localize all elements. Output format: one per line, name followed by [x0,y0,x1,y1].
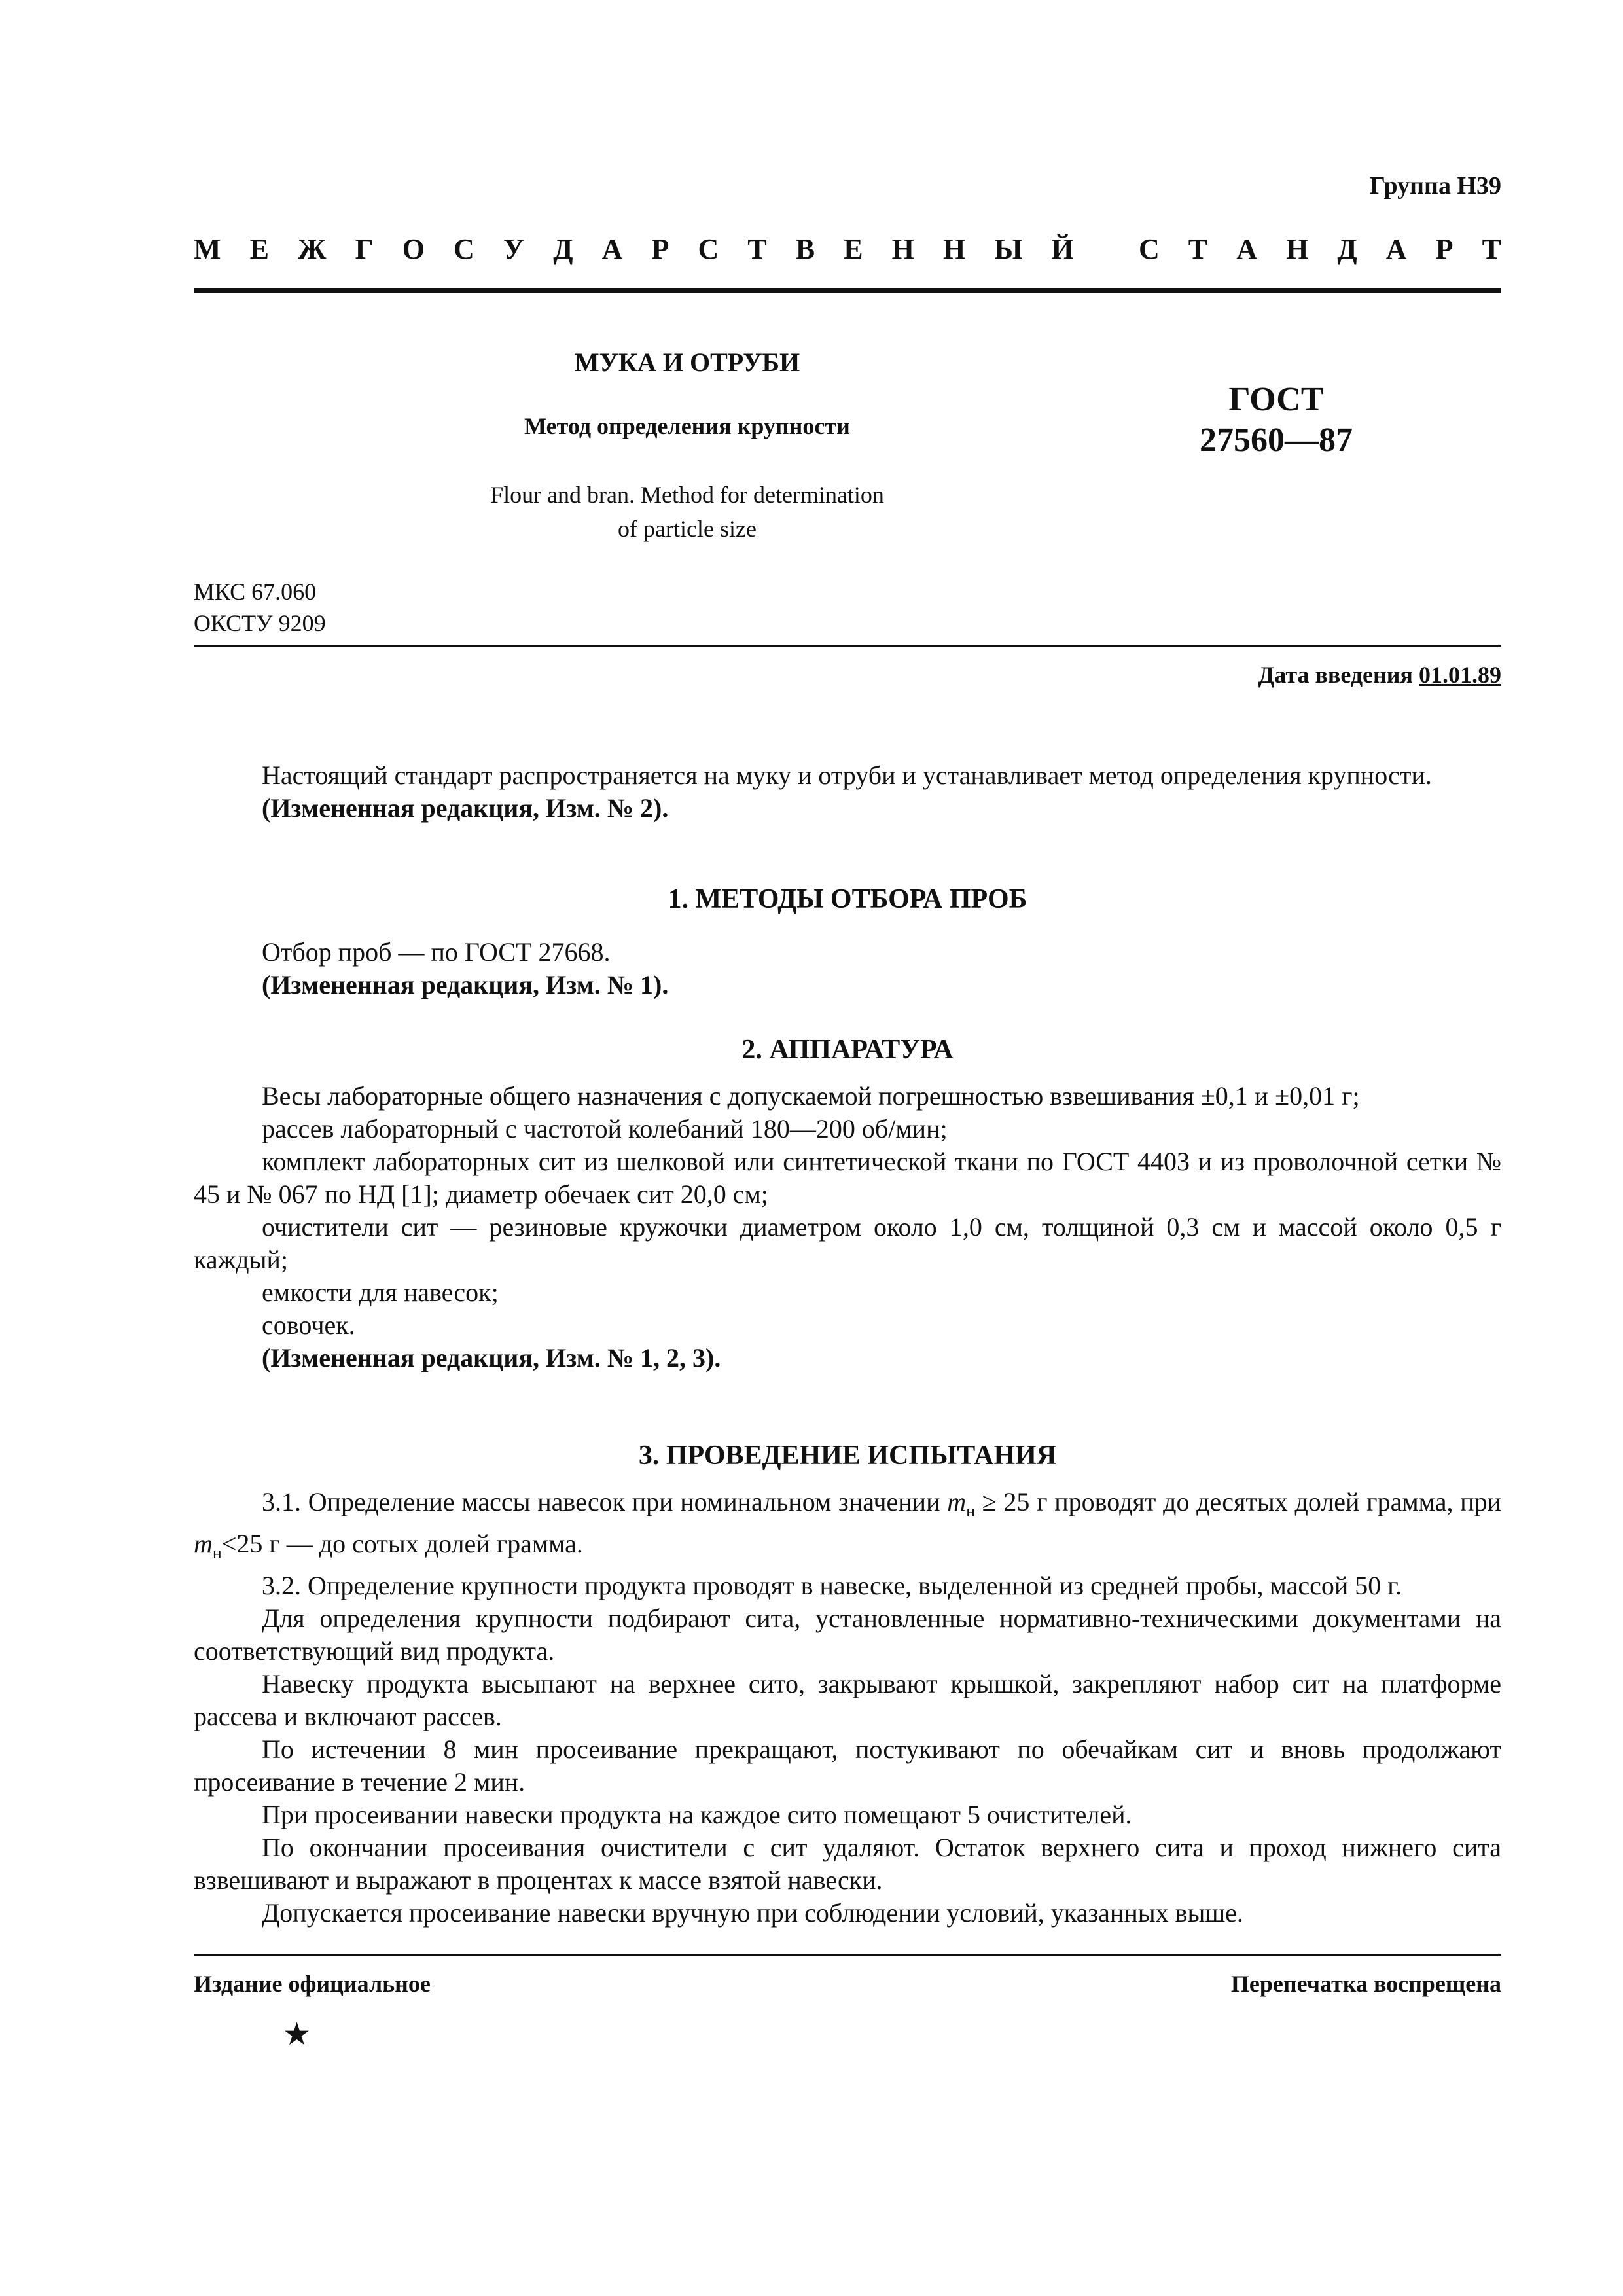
section-2-heading: 2. АППАРАТУРА [741,1035,954,1065]
interstate-letter: Ы [994,233,1023,265]
section-1-heading: 1. МЕТОДЫ ОТБОРА ПРОБ [668,884,1027,914]
interstate-letter: А [1236,233,1258,265]
interstate-letter: А [1385,233,1407,265]
english-title-line2: of particle size [618,516,757,542]
group-label: Группа Н39 [1369,172,1501,200]
document-title: МУКА И ОТРУБИ [574,348,800,377]
section-3-body [194,1486,1501,1929]
section-1-paragraph: Отбор проб — по ГОСТ 27668. [262,937,611,967]
gost-label: ГОСТ [1228,381,1324,418]
section-2-paragraph-4: очистители сит — резиновые кружочки диаметром около 1,0 см, толщиной 0,3 см и массой около 0,5 г каждый; [194,1212,1501,1274]
section-3-paragraph-7: По окончании просеивания очистители с сит удаляют. Остаток верхнего сита и проход нижнего сита взвешивают и выражают в процентах к массе взятой навески. [194,1833,1501,1895]
english-title [393,478,982,546]
section-3-paragraph-1: 3.1. Определение массы навесок при номинальном значении $m_н \ge 25$ г проводят до десятых долей грамма, при $m_н<25$ г — до сотых долей грамма. [194,1487,1501,1562]
interstate-letter: О [402,233,425,265]
star-icon: ★ [283,2017,312,2052]
section-2-amendment: (Измененная редакция, Изм. № 1, 2, 3). [262,1343,721,1372]
section-2-body [194,1080,1501,1374]
document-subtitle: Метод определения крупности [524,413,850,439]
section-3-heading: 3. ПРОВЕДЕНИЕ ИСПЫТАНИЯ [638,1441,1057,1471]
okstu-code: ОКСТУ 9209 [194,610,326,636]
introduction-date-label: Дата введения [1258,662,1419,688]
gost-code: 27560—87 [1200,422,1353,459]
interstate-letter: Е [844,233,863,265]
introduction-date [1258,661,1502,689]
interstate-letter: Д [553,233,573,265]
interstate-letter: А [601,233,623,265]
intro-block [194,759,1501,825]
interstate-letter: Н [1286,233,1309,265]
section-3-paragraph-2: 3.2. Определение крупности продукта проводят в навеске, выделенной из средней пробы, массой 50 г. [262,1571,1402,1600]
interstate-letter: Р [1435,233,1454,265]
interstate-standard-heading [194,232,1501,266]
section-2-paragraph-1: Весы лабораторные общего назначения с допускаемой погрешностью взвешивания ±0,1 и ±0,01 г; [262,1081,1360,1111]
interstate-letter: С [454,233,474,265]
interstate-letter: Т [1482,233,1501,265]
interstate-letter: Ж [298,233,327,265]
section-2-paragraph-3: комплект лабораторных сит из шелковой или синтетической ткани по ГОСТ 4403 и из проволочной сетки № 45 и № 067 по НД [1]; диаметр обечаек сит 20,0 см; [194,1147,1501,1209]
mks-code: МКС 67.060 [194,579,317,605]
interstate-letter: У [503,233,525,265]
codes-rule [194,645,1501,647]
interstate-letter [1103,232,1110,266]
section-3-paragraph-6: При просеивании навески продукта на каждое сито помещают 5 очистителей. [262,1800,1132,1829]
section-3-paragraph-4: Навеску продукта высыпают на верхнее сито, закрывают крышкой, закрепляют набор сит на платформе рассева и включают рассев. [194,1669,1501,1731]
section-1-body [194,936,1501,1001]
interstate-letter: Й [1051,233,1074,265]
interstate-letter: В [795,233,815,265]
interstate-letter: Г [355,233,374,265]
interstate-letter: С [698,233,719,265]
interstate-letter: Е [249,233,269,265]
footer-rule [194,1954,1501,1956]
interstate-letter: Р [651,233,669,265]
introduction-date-value: 01.01.89 [1419,662,1501,688]
section-3-paragraph-8: Допускается просеивание навески вручную при соблюдении условий, указанных выше. [262,1898,1243,1928]
interstate-letter: Т [747,233,767,265]
intro-paragraph: Настоящий стандарт распространяется на муку и отруби и устанавливает метод определения крупности. [262,761,1432,790]
english-title-line1: Flour and bran. Method for determination [490,482,884,508]
section-3-paragraph-3: Для определения крупности подбирают сита, установленные нормативно-техническими документами на соответствующий вид продукта. [194,1604,1501,1666]
interstate-letter: Т [1188,233,1208,265]
interstate-letter: Д [1337,233,1357,265]
header-rule [194,288,1501,293]
interstate-letter: С [1138,233,1160,265]
section-2-paragraph-5: емкости для навесок; [262,1278,499,1307]
classification-codes [194,576,326,639]
section-2-paragraph-2: рассев лабораторный с частотой колебаний 180—200 об/мин; [262,1114,948,1143]
interstate-letter: Н [942,233,966,265]
interstate-letter: М [194,233,221,265]
section-2-paragraph-6: совочек. [262,1310,355,1340]
reprint-prohibited-label: Перепечатка воспрещена [1230,1971,1501,1997]
gost-number [1152,380,1400,461]
intro-amendment: (Измененная редакция, Изм. № 2). [262,793,669,823]
official-edition-label: Издание официальное [194,1971,431,1997]
section-1-amendment: (Измененная редакция, Изм. № 1). [262,970,669,999]
section-3-paragraph-5: По истечении 8 мин просеивание прекращают, постукивают по обечайкам сит и вновь продолжают просеивание в течение 2 мин. [194,1734,1501,1797]
interstate-letter: Н [891,233,914,265]
